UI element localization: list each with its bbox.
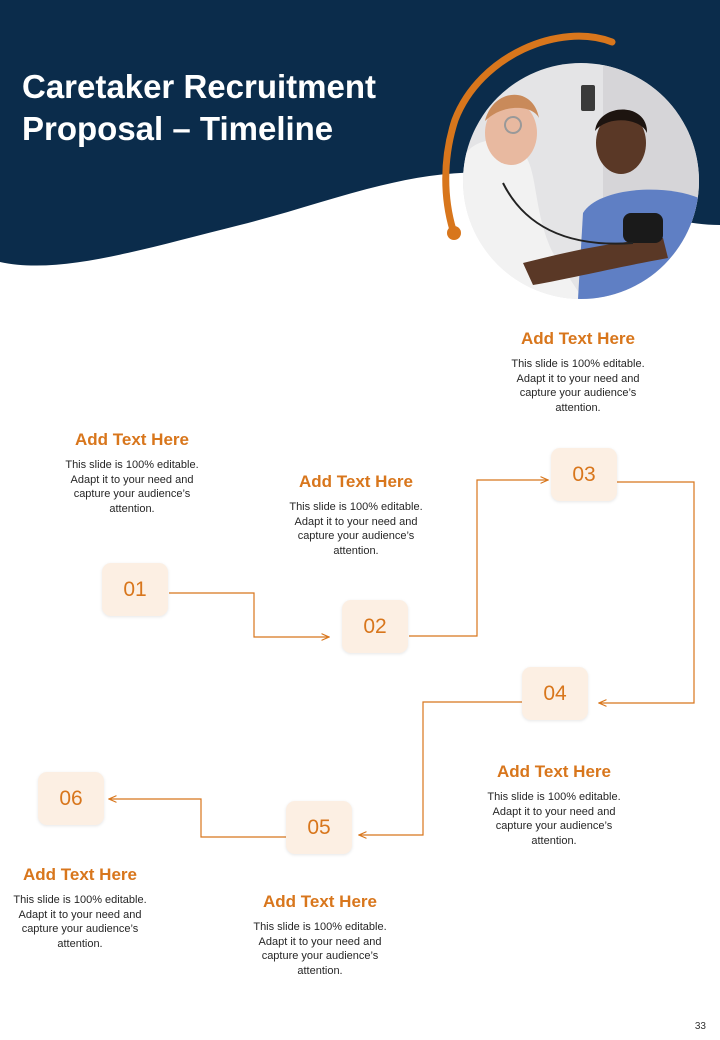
step-02-heading: Add Text Here	[299, 472, 413, 491]
title-line-2: Proposal – Timeline	[22, 110, 334, 147]
caretaker-photo	[463, 63, 699, 299]
step-06-box: 06	[38, 772, 104, 825]
step-05-heading: Add Text Here	[263, 892, 377, 911]
step-04-body: This slide is 100% editable. Adapt it to your need and capture your audience’s attention.	[487, 791, 621, 847]
connector-03-04	[599, 482, 694, 703]
page-number: 33	[694, 1021, 706, 1032]
step-03-box: 03	[551, 448, 617, 501]
step-02-box: 02	[342, 600, 408, 653]
step-01-text	[52, 430, 212, 516]
connector-05-06	[109, 799, 286, 837]
step-05-text	[240, 892, 400, 978]
step-01-box: 01	[102, 563, 168, 616]
step-04-text	[474, 762, 634, 848]
step-06-heading: Add Text Here	[23, 865, 137, 884]
title-line-1: Caretaker Recruitment	[22, 68, 376, 105]
step-02-text	[276, 472, 436, 558]
step-03-body: This slide is 100% editable. Adapt it to your need and capture your audience’s attention.	[511, 358, 645, 414]
step-01-heading: Add Text Here	[75, 430, 189, 449]
step-03-heading: Add Text Here	[521, 329, 635, 348]
arc-end-dot	[447, 226, 461, 240]
step-05-box: 05	[286, 801, 352, 854]
step-06-body: This slide is 100% editable. Adapt it to your need and capture your audience’s attention.	[13, 894, 147, 950]
step-02-body: This slide is 100% editable. Adapt it to your need and capture your audience’s attention.	[289, 501, 423, 557]
connector-01-02	[169, 593, 329, 637]
step-03-text	[498, 329, 658, 415]
page-title	[22, 66, 452, 150]
step-06-text	[0, 865, 160, 951]
step-04-heading: Add Text Here	[497, 762, 611, 781]
step-04-box: 04	[522, 667, 588, 720]
step-05-body: This slide is 100% editable. Adapt it to your need and capture your audience’s attention.	[253, 921, 387, 977]
step-01-body: This slide is 100% editable. Adapt it to your need and capture your audience’s attention.	[65, 459, 199, 515]
